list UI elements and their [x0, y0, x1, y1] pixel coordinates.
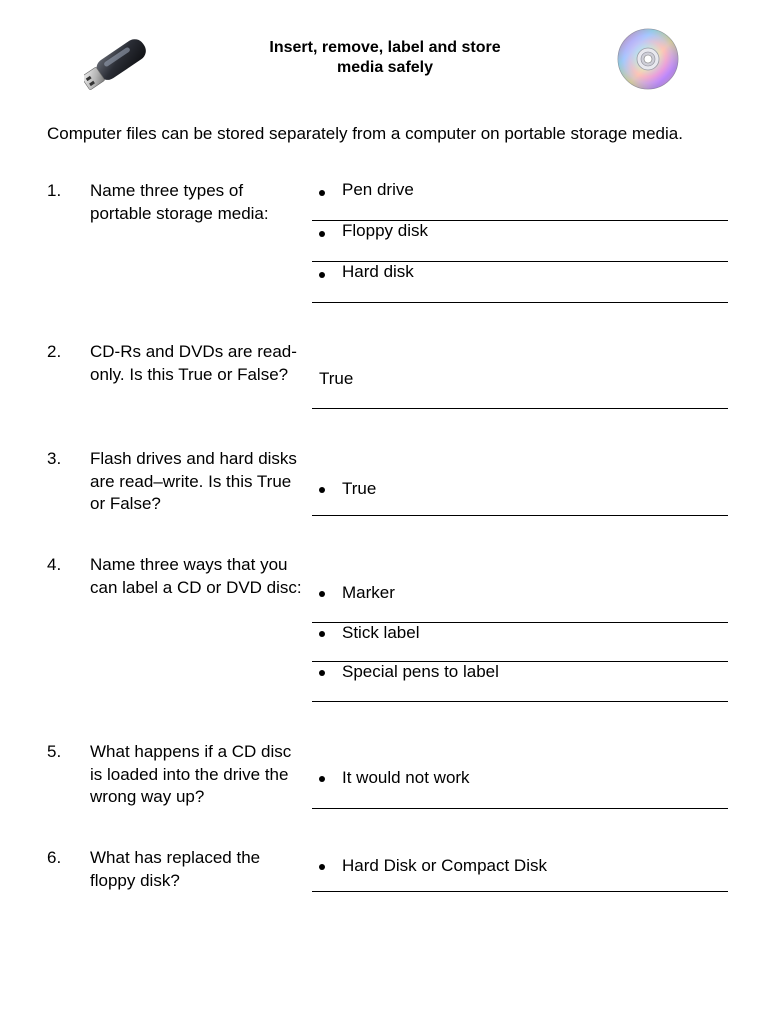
bullet-icon	[319, 591, 325, 597]
answer-text: Floppy disk	[342, 221, 428, 240]
bullet-icon	[319, 231, 325, 237]
answer-text: Pen drive	[342, 180, 414, 199]
title-line-1: Insert, remove, label and store	[269, 39, 501, 56]
bullet-icon	[319, 776, 325, 782]
question-number: 1.	[47, 181, 62, 200]
question-number: 2.	[47, 342, 62, 361]
answer-text: Special pens to label	[342, 662, 499, 681]
bullet-icon	[319, 670, 325, 676]
usb-flash-drive-icon	[84, 24, 160, 94]
answer-line	[312, 847, 728, 892]
bullet-icon	[319, 631, 325, 637]
answer-text: Stick label	[342, 623, 420, 642]
answer-text: Marker	[342, 583, 395, 602]
answer-line	[312, 741, 728, 809]
answer-text: Hard disk	[342, 262, 414, 281]
answer-text: True	[342, 479, 377, 498]
title-line-2: media safely	[336, 59, 434, 76]
question-number: 3.	[47, 449, 62, 468]
answer-line	[312, 662, 728, 702]
question-number: 6.	[47, 848, 62, 867]
cd-disc-icon	[616, 27, 680, 91]
question-text: Name three types of portable storage media:	[90, 181, 269, 223]
question-number: 4.	[47, 555, 62, 574]
answer-line	[312, 623, 728, 662]
worksheet-header	[0, 0, 768, 110]
answer-line	[312, 180, 728, 221]
answer-line	[312, 221, 728, 262]
question-text: What happens if a CD disc is loaded into the drive the wrong way up?	[90, 742, 292, 806]
answer-line	[312, 341, 728, 409]
answer-text: True	[319, 369, 354, 388]
question-text: Flash drives and hard disks are read–write. Is this True or False?	[90, 449, 297, 513]
question-number: 5.	[47, 742, 62, 761]
bullet-icon	[319, 864, 325, 870]
bullet-icon	[319, 190, 325, 196]
question-text: Name three ways that you can label a CD or DVD disc:	[90, 555, 302, 597]
answer-line	[312, 262, 728, 303]
intro-paragraph: Computer files can be stored separately from a computer on portable storage media.	[47, 124, 683, 143]
worksheet-title	[200, 38, 570, 78]
answer-line	[312, 554, 728, 623]
answer-line	[312, 448, 728, 516]
question-text: What has replaced the floppy disk?	[90, 848, 261, 890]
answer-text: It would not work	[342, 768, 470, 787]
bullet-icon	[319, 487, 325, 493]
answer-text: Hard Disk or Compact Disk	[342, 856, 547, 875]
question-text: CD-Rs and DVDs are read-only. Is this True or False?	[90, 342, 297, 384]
bullet-icon	[319, 272, 325, 278]
